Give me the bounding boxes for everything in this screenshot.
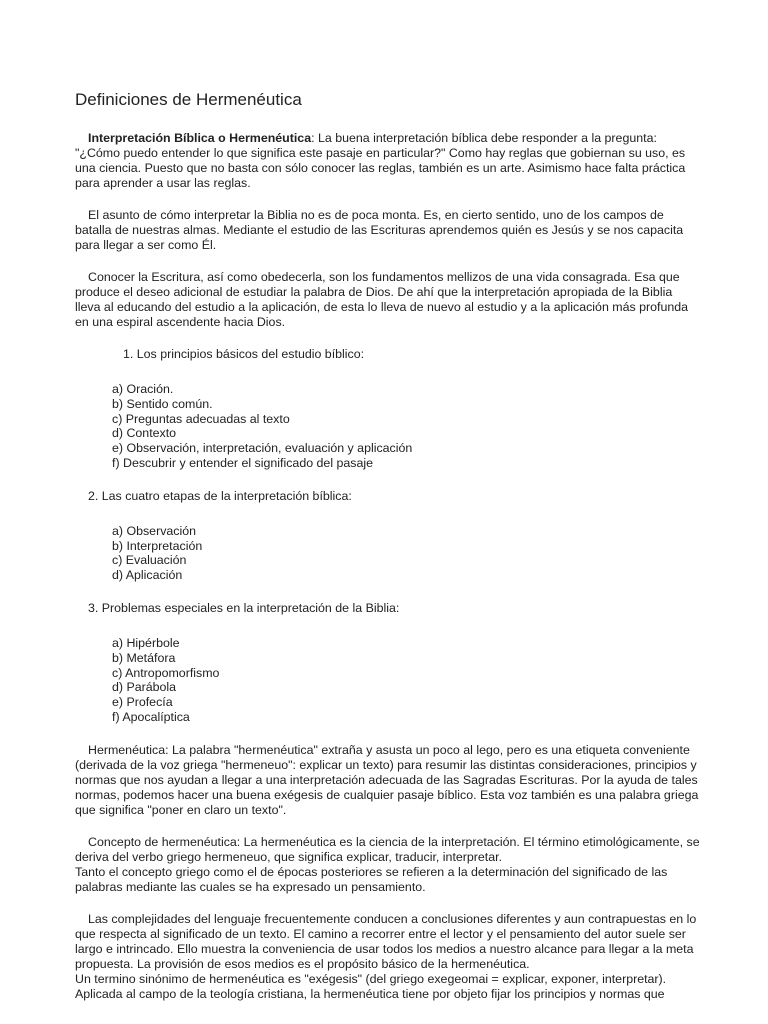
paragraph-complejidades [75,912,700,1002]
paragraph-concepto [75,835,700,895]
paragraph-interpretacion-biblica [75,131,700,191]
list-item: a) Observación [112,523,197,538]
list-item: a) Oración. [112,382,174,396]
list-item: b) Metáfora [112,650,176,665]
page-title: Definiciones de Hermenéutica [75,90,302,109]
paragraph-line: Las complejidades del lenguaje frecuentemente conducen a conclusiones diferentes y aun contrapuestas en lo que respecta al significado de un texto. El camino a recorrer entre el lector y el pensamiento del autor suele ser largo e intrincado. Ello muestra la conveniencia de usar todos los medios a nuestro alcance para llegar a la meta propuesta. La provisión de esos medios es el propósito básico de la hermenéutica. [75,911,697,971]
list-etapas [75,524,700,583]
list-item: e) Profecía [112,695,173,710]
paragraph-body: : La buena interpretación bíblica debe responder a la pregunta: "¿Cómo puedo entender lo que significa este pasaje en particular?" Como hay reglas que gobiernan su uso, es una ciencia. Puesto que no basta con sólo conocer las reglas, también es un arte. Asimismo hace falta práctica para aprender a usar las reglas. [75,131,686,190]
paragraph-line: Tanto el concepto griego como el de épocas posteriores se refieren a la determinación del significado de las palabras mediante las cuales se ha expresado un pensamiento. [75,864,668,894]
section-heading-etapas: 2. Las cuatro etapas de la interpretación bíblica: [88,488,352,503]
list-item: c) Evaluación [112,553,187,568]
list-item: d) Aplicación [112,568,183,583]
paragraph-hermeneutica: Hermenéutica: La palabra "hermenéutica" extraña y asusta un poco al lego, pero es una etiqueta conveniente (derivada de la voz griega "hermeneuo": explicar un texto) para resumir las distintas consideraciones, principios y normas que nos ayudan a llegar a una interpretación adecuada de las Sagradas Escrituras. Por la ayuda de tales normas, podemos hacer una buena exégesis de cualquier pasaje bíblico. Esta voz también es una palabra griega que significa "poner en claro un texto". [75,742,699,817]
section-heading-problemas: 3. Problemas especiales en la interpretación de la Biblia: [88,600,400,615]
list-item: e) Observación, interpretación, evaluación y aplicación [112,441,413,456]
list-item: c) Antropomorfismo [112,665,220,680]
list-principios [75,382,700,471]
list-item: b) Sentido común. [112,396,213,411]
list-item: f) Apocalíptica [112,709,190,724]
list-item: f) Descubrir y entender el significado del pasaje [112,455,374,470]
section-heading-principios: 1. Los principios básicos del estudio bíblico: [123,347,365,361]
list-item: d) Parábola [112,680,177,695]
paragraph-conocer-escritura: Conocer la Escritura, así como obedecerla, son los fundamentos mellizos de una vida consagrada. Esa que produce el deseo adicional de estudiar la palabra de Dios. De ahí que la interpretación apropiada de la Biblia lleva al educando del estudio a la aplicación, de esta lo lleva de nuevo al estudio y a la aplicación más profunda en una espiral ascendente hacia Dios. [75,270,689,329]
list-item: c) Preguntas adecuadas al texto [112,411,290,426]
list-item: d) Contexto [112,426,177,441]
paragraph-lead-term: Interpretación Bíblica o Hermenéutica [88,131,312,145]
paragraph-asunto: El asunto de cómo interpretar la Biblia no es de poca monta. Es, en cierto sentido, uno de los campos de batalla de nuestras almas. Mediante el estudio de las Escrituras aprendemos quién es Jesús y se nos capacita para llegar a ser como Él. [75,208,684,252]
paragraph-line: Concepto de hermenéutica: La hermenéutica es la ciencia de la interpretación. El término etimológicamente, se deriva del verbo griego hermeneuo, que significa explicar, traducir, interpretar. [75,834,700,864]
list-item: b) Interpretación [112,538,203,553]
paragraph-line: Un termino sinónimo de hermenéutica es "exégesis" (del griego exegeomai = explicar, exponer, interpretar). Aplicada al campo de la teología cristiana, la hermenéutica tiene por objeto fijar los principios y normas que [75,971,667,1001]
list-problemas [75,636,700,725]
list-item: a) Hipérbole [112,635,180,650]
